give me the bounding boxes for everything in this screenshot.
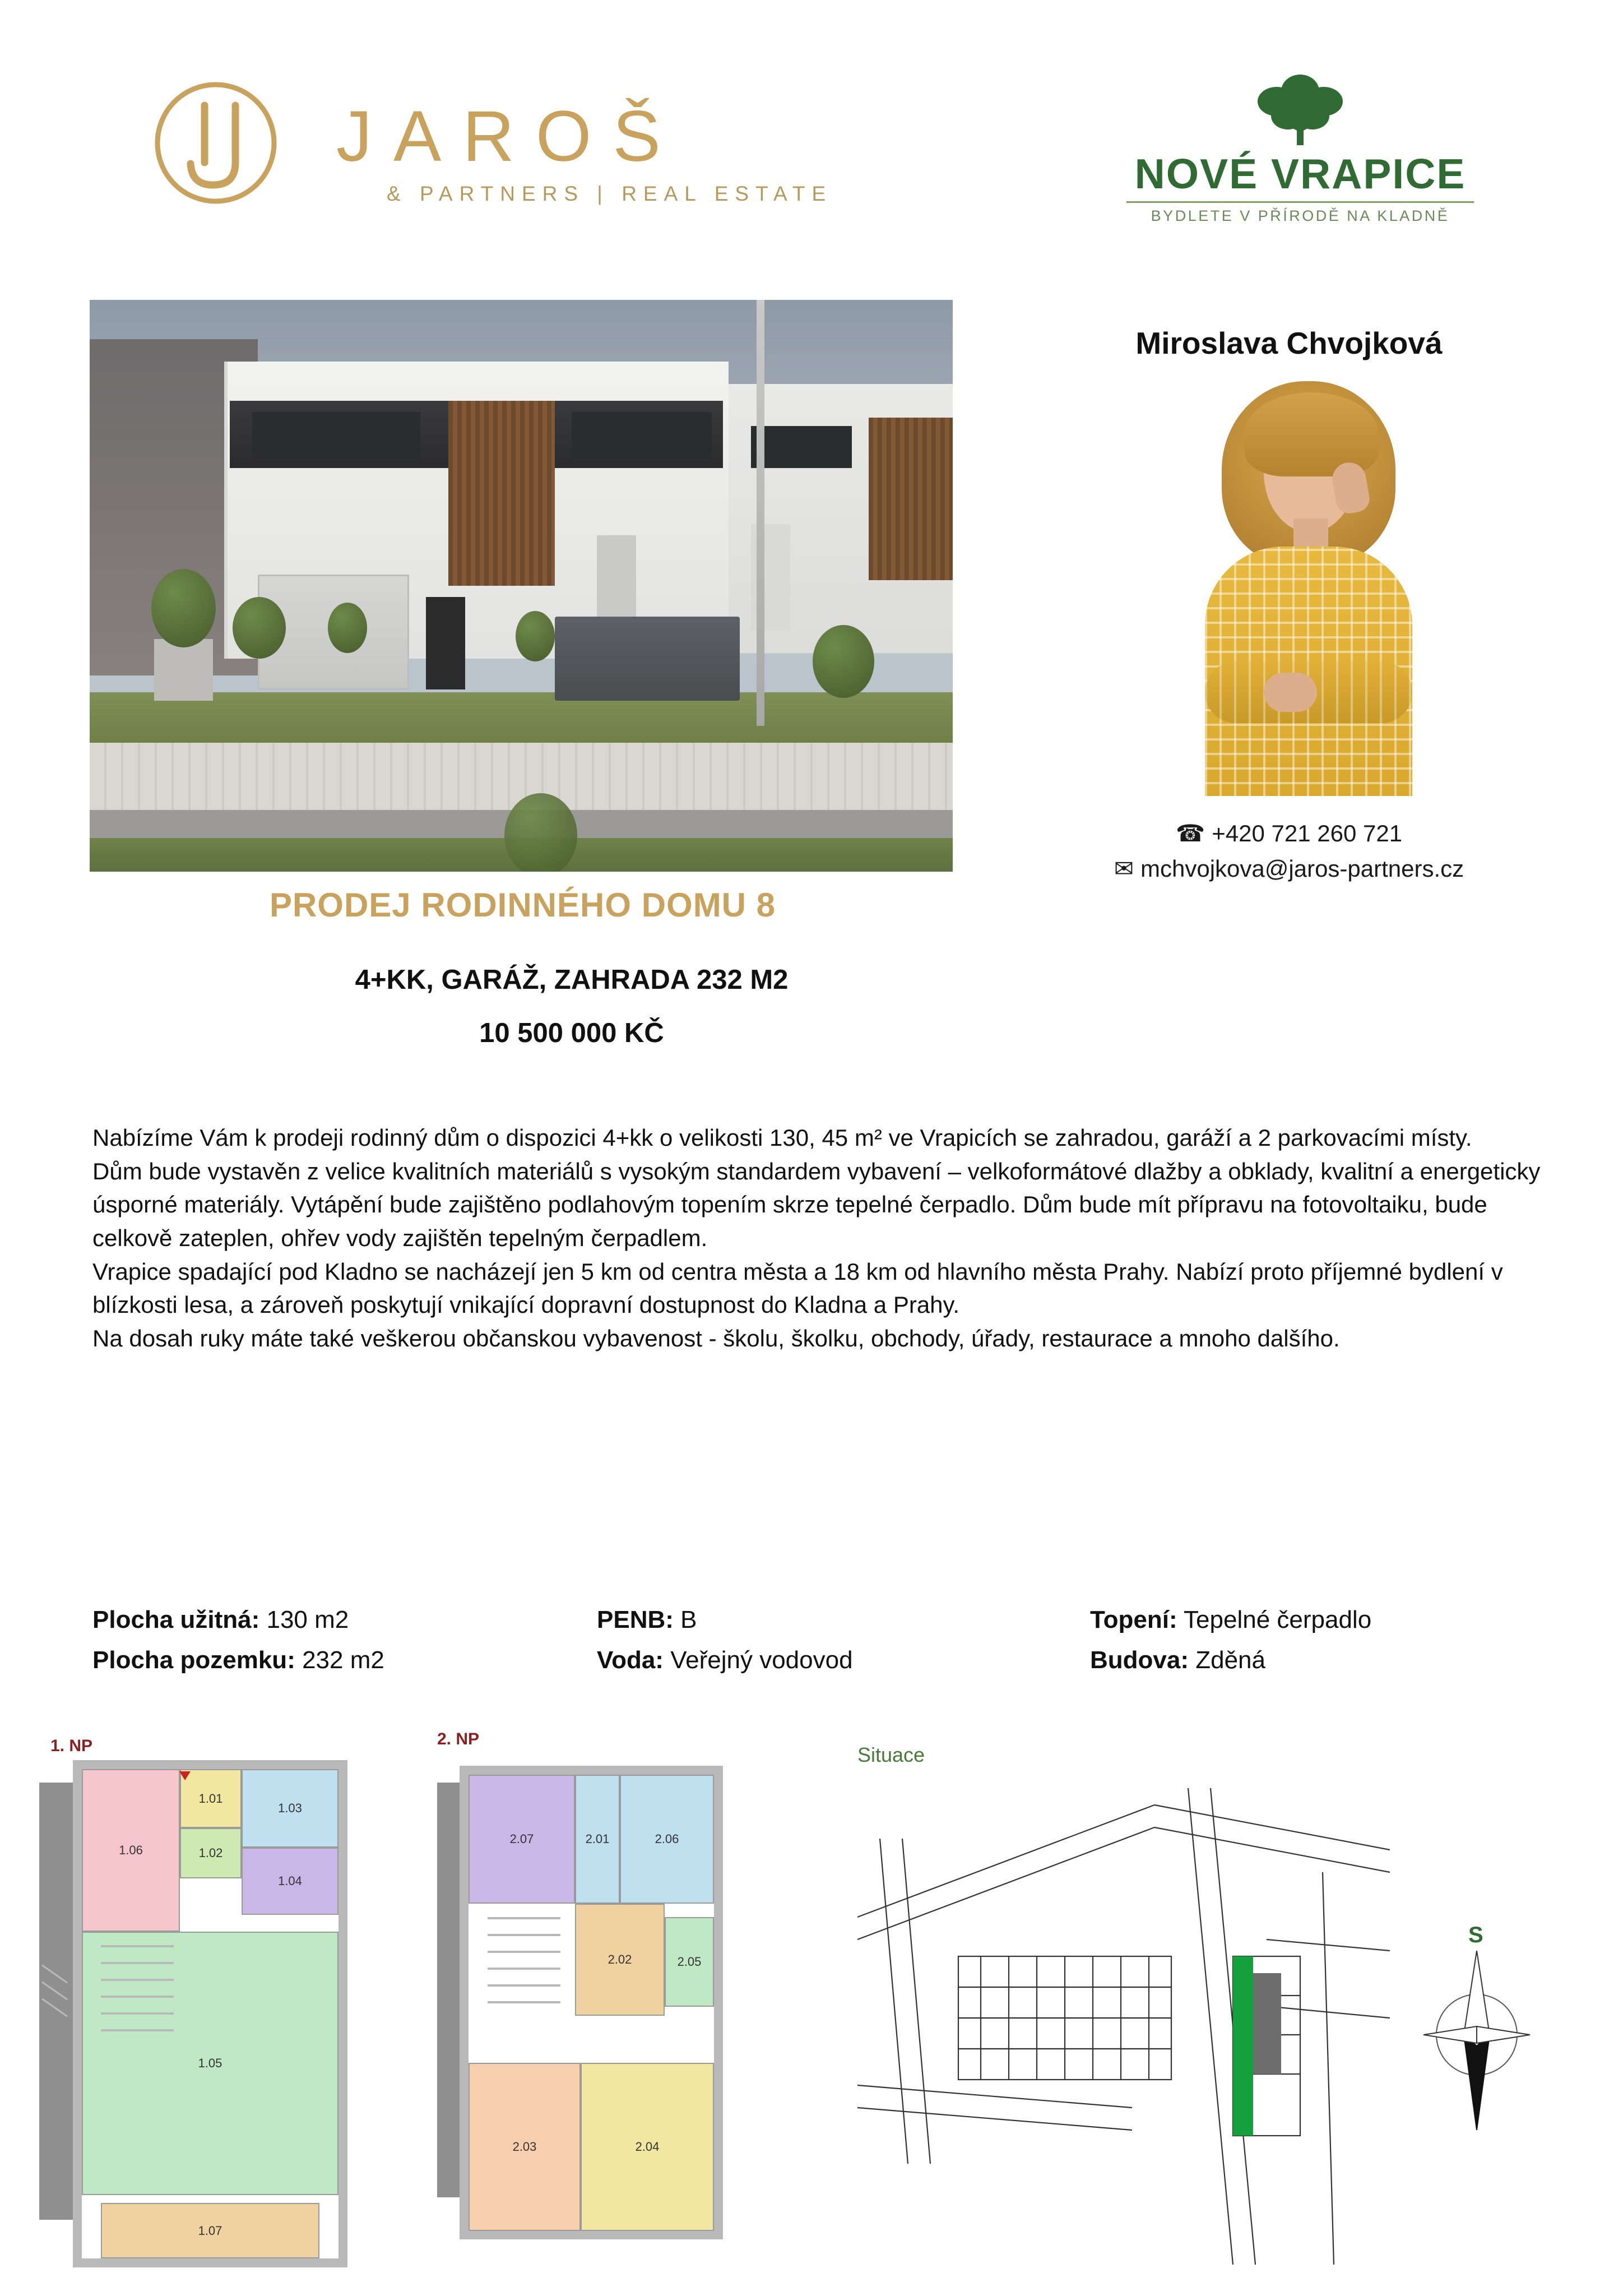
room-1-05: 1.05: [82, 1932, 338, 2195]
param-value: Zděná: [1195, 1646, 1265, 1674]
jaros-monogram-icon: [151, 78, 280, 207]
room-1-04: 1.04: [242, 1848, 338, 1915]
floor-plan-2np: [426, 1749, 751, 2270]
brand-name: JAROŠ: [336, 96, 682, 177]
param-value: Veřejný vodovod: [670, 1646, 853, 1674]
floor1-label: 1. NP: [50, 1737, 93, 1755]
page-title: PRODEJ RODINNÉHO DOMU 8: [269, 886, 776, 924]
room-1-02: 1.02: [180, 1828, 242, 1878]
agent-email: mchvojkova@jaros-partners.cz: [1140, 855, 1464, 882]
param-label: Plocha užitná:: [92, 1606, 260, 1633]
parameters-column-3: [1090, 1606, 1371, 1687]
description-paragraph-2: Dům bude vystavěn z velice kvalitních materiálů s vysokým standardem vybavení – velkoformátové dlažby a obklady, kvalitní a energeticky úsporné materiály. Vytápění bude zajištěno podlahovým topením skrze tepelné čerpadlo. Dům bude mít přípravu na fotovoltaiku, bude celkově zateplen, ohřev vody zajištěn tepelným čerpadlem.: [92, 1158, 1541, 1251]
description-paragraph-1: Nabízíme Vám k prodeji rodinný dům o dispozici 4+kk o velikosti 130, 45 m² ve Vrapicích se zahradou, garáží a 2 parkovacími místy.: [92, 1124, 1472, 1151]
room-2-03: 2.03: [469, 2063, 581, 2231]
logo-divider: [1126, 201, 1474, 203]
site-plan: [841, 1738, 1586, 2287]
description-paragraph-4: Na dosah ruky máte také veškerou občanskou vybavenost - školu, školku, obchody, úřady, restaurace a mnoho dalšího.: [92, 1325, 1340, 1351]
description-paragraph-3: Vrapice spadající pod Kladno se nacházejí jen 5 km od centra města a 18 km od hlavního města Prahy. Nabízí proto příjemné bydlení v blízkosti lesa, a zároveň poskytují vnikající dopravní dostupnost do Kladna a Prahy.: [92, 1258, 1503, 1318]
agent-avatar: [1166, 370, 1446, 796]
room-2-01: 2.01: [575, 1775, 620, 1904]
param-row: [597, 1606, 853, 1634]
parameters-column-1: [92, 1606, 384, 1687]
param-label: PENB:: [597, 1606, 674, 1633]
project-name: NOVÉ VRAPICE: [1134, 150, 1466, 197]
agent-contact: [1003, 816, 1575, 886]
floor-plan-1np: [39, 1760, 381, 2281]
site-plan-drawing: [841, 1771, 1401, 2276]
project-subtitle: BYDLETE V PŘÍRODĚ NA KLADNĚ: [1151, 207, 1450, 224]
property-hero-image: [90, 300, 953, 872]
listing-description: [92, 1121, 1550, 1355]
agent-phone: +420 721 260 721: [1212, 820, 1403, 846]
room-2-05: 2.05: [665, 1917, 714, 2007]
room-2-02: 2.02: [575, 1904, 665, 2016]
agent-name: Miroslava Chvojková: [1135, 326, 1443, 360]
room-2-07: 2.07: [469, 1775, 575, 1904]
param-value: 232 m2: [302, 1646, 384, 1674]
nove-vrapice-logo: [1115, 64, 1485, 225]
room-1-06: 1.06: [82, 1769, 180, 1932]
param-value: 130 m2: [266, 1606, 349, 1633]
parameters-column-2: [597, 1606, 853, 1687]
site-plan-title: Situace: [857, 1743, 925, 1766]
envelope-icon: ✉: [1114, 855, 1134, 882]
param-label: Voda:: [597, 1646, 664, 1674]
param-label: Budova:: [1090, 1646, 1189, 1674]
floor2-label: 2. NP: [437, 1730, 480, 1748]
tree-icon: [1227, 64, 1373, 149]
room-2-04: 2.04: [581, 2063, 714, 2231]
param-row: [92, 1646, 384, 1674]
floor-plans-section: [0, 1726, 1623, 2296]
room-1-03: 1.03: [242, 1769, 338, 1848]
compass: [1412, 1923, 1541, 2152]
room-1-01: 1.01: [180, 1769, 242, 1828]
param-row: [92, 1606, 384, 1634]
param-label: Topení:: [1090, 1606, 1177, 1633]
param-label: Plocha pozemku:: [92, 1646, 295, 1674]
compass-icon: [1412, 1928, 1541, 2152]
page-header: [0, 0, 1623, 280]
param-row: [1090, 1606, 1371, 1634]
agent-phone-row[interactable]: [1003, 816, 1575, 851]
listing-subtitle: 4+KK, GARÁŽ, ZAHRADA 232 M2: [355, 965, 789, 995]
param-value: B: [680, 1606, 697, 1633]
param-row: [597, 1646, 853, 1674]
listing-price: 10 500 000 KČ: [479, 1018, 664, 1048]
north-marker-icon: [179, 1771, 191, 1783]
brand-subtitle: & PARTNERS | REAL ESTATE: [387, 182, 833, 205]
room-2-06: 2.06: [620, 1775, 714, 1904]
phone-icon: ☎: [1175, 820, 1205, 846]
jaros-logo: [151, 78, 846, 224]
agent-email-row[interactable]: [1003, 851, 1575, 886]
param-row: [1090, 1646, 1371, 1674]
param-value: Tepelné čerpadlo: [1184, 1606, 1372, 1633]
room-1-07: 1.07: [101, 2203, 319, 2258]
compass-north-label: S: [1468, 1923, 1483, 1947]
